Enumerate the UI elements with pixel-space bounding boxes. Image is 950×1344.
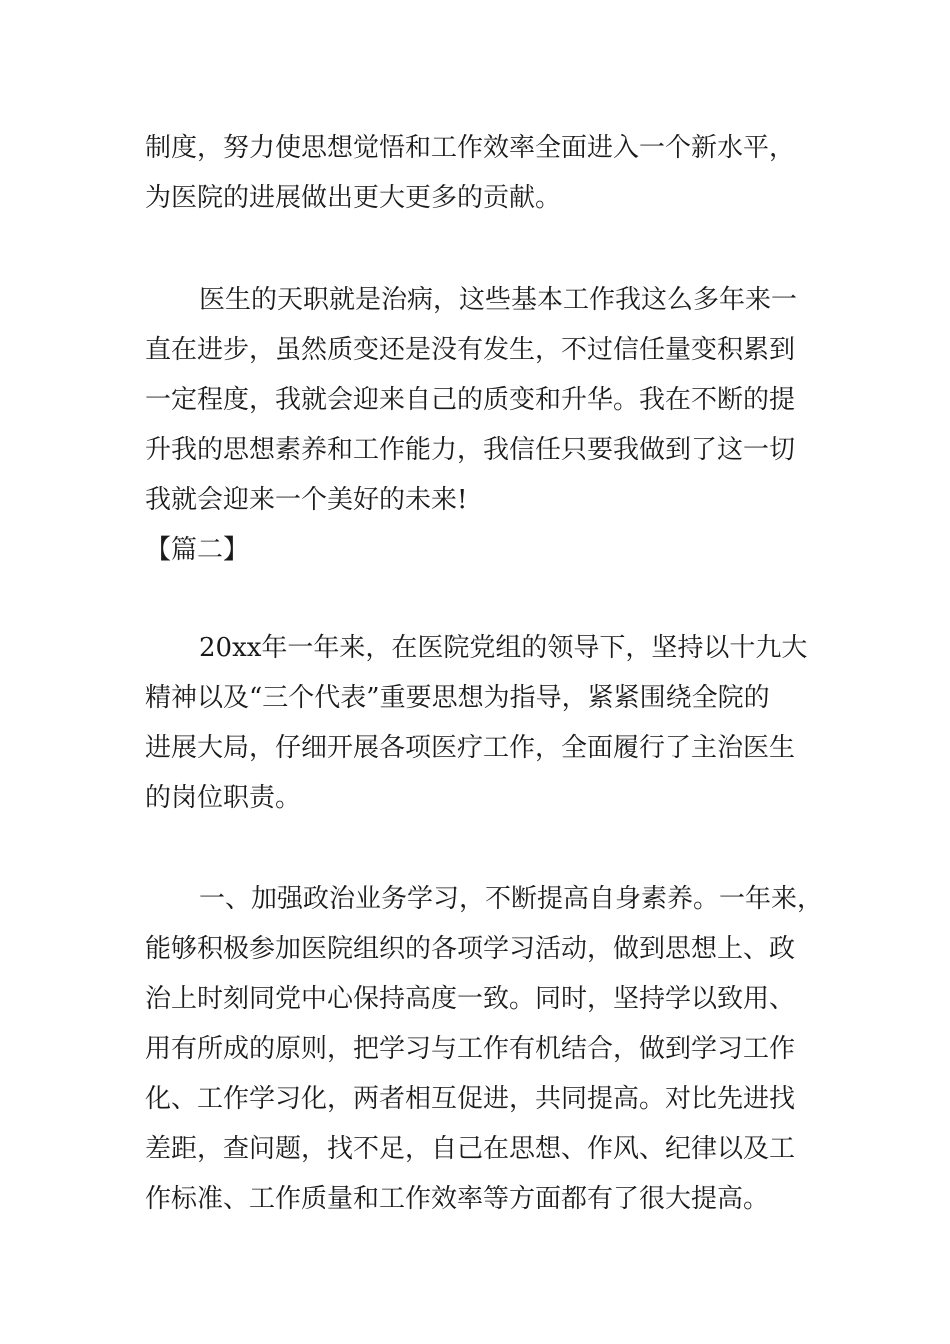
paragraph-2-line-1: 医生的天职就是治病，这些基本工作我这么多年来一 (199, 285, 798, 315)
paragraph-2-line-4: 升我的思想素养和工作能力，我信任只要我做到了这一切 (145, 435, 796, 465)
paragraph-1-line-2: 为医院的进展做出更大更多的贡献。 (145, 183, 562, 213)
paragraph-4-line-3: 治上时刻同党中心保持高度一致。同时，坚持学以致用、 (145, 984, 796, 1014)
paragraph-2-line-2: 直在进步，虽然质变还是没有发生，不过信任量变积累到 (145, 335, 796, 365)
paragraph-4-line-5: 化、工作学习化，两者相互促进，共同提高。对比先进找 (145, 1084, 796, 1114)
paragraph-2-line-5: 我就会迎来一个美好的未来! (145, 485, 468, 515)
paragraph-2-line-3: 一定程度，我就会迎来自己的质变和升华。我在不断的提 (145, 385, 796, 415)
paragraph-4-line-1: 一、加强政治业务学习，不断提高自身素养。一年来， (199, 884, 824, 914)
section-heading: 【篇二】 (145, 535, 250, 565)
paragraph-3-line-3: 进展大局，仔细开展各项医疗工作，全面履行了主治医生 (145, 733, 796, 763)
paragraph-4-line-2: 能够积极参加医院组织的各项学习活动，做到思想上、政 (145, 934, 796, 964)
paragraph-1-line-1: 制度，努力使思想觉悟和工作效率全面进入一个新水平， (145, 133, 796, 163)
paragraph-3-line-4: 的岗位职责。 (145, 783, 302, 813)
paragraph-4-line-6: 差距，查问题，找不足，自己在思想、作风、纪律以及工 (145, 1134, 796, 1164)
paragraph-4-line-4: 用有所成的原则，把学习与工作有机结合，做到学习工作 (145, 1034, 796, 1064)
paragraph-4-line-7: 作标准、工作质量和工作效率等方面都有了很大提高。 (145, 1184, 770, 1214)
paragraph-3-line-1: 20xx年一年来，在医院党组的领导下，坚持以十九大 (199, 633, 808, 663)
paragraph-3-line-2: 精神以及“三个代表”重要思想为指导，紧紧围绕全院的 (145, 683, 770, 713)
